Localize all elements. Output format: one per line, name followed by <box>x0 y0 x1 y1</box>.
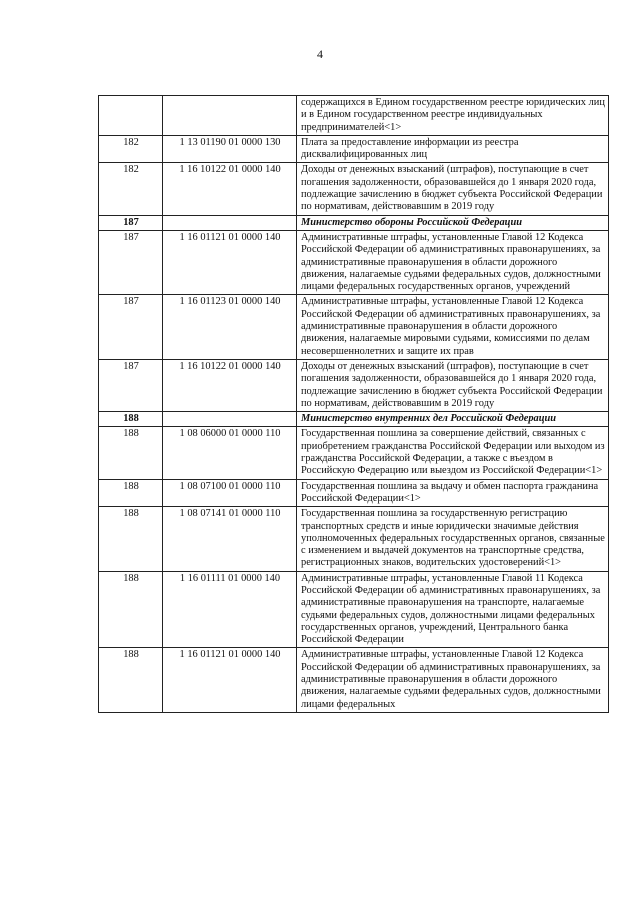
admin-code-cell: 187 <box>99 359 163 411</box>
revenue-name-cell: Административные штрафы, установленные Главой 11 Кодекса Российской Федерации об административных правонарушениях, за административные правонарушения на транспорте, налагаемые судьями федеральных судов, должностными лицами федеральных государственных органов, учреждений, Центрального банка Российской Федерации <box>297 571 609 648</box>
page-number: 4 <box>317 47 323 61</box>
admin-code-cell: 187 <box>99 295 163 359</box>
revenue-name-cell: Плата за предоставление информации из реестра дисквалифицированных лиц <box>297 135 609 163</box>
revenue-name-cell: Государственная пошлина за государственную регистрацию транспортных средств и иные юридически значимые действия уполномоченных федеральных государственных органов, связанные с изменением и выдачей документов на транспортные средства, регистрационных знаков, водительских удостоверений<1> <box>297 507 609 571</box>
admin-code-cell: 188 <box>99 648 163 712</box>
revenue-code-cell: 1 16 01111 01 0000 140 <box>163 571 297 648</box>
admin-code-cell: 182 <box>99 135 163 163</box>
admin-code-cell: 188 <box>99 507 163 571</box>
revenue-name-cell: содержащихся в Едином государственном реестре юридических лиц и в Едином государственном реестре индивидуальных предпринимателей<1> <box>297 96 609 136</box>
revenue-code-cell: 1 16 01121 01 0000 140 <box>163 648 297 712</box>
revenue-name-cell: Административные штрафы, установленные Главой 12 Кодекса Российской Федерации об административных правонарушениях, за административные правонарушения в области дорожного движения, налагаемые мировыми судьями, комиссиями по делам несовершеннолетних и защите их прав <box>297 295 609 359</box>
ministry-header-row <box>99 412 609 427</box>
revenue-code-cell <box>163 96 297 136</box>
revenue-code-cell: 1 16 01121 01 0000 140 <box>163 230 297 294</box>
table-row <box>99 427 609 479</box>
table-row <box>99 359 609 411</box>
revenue-name-cell: Доходы от денежных взысканий (штрафов), поступающие в счет погашения задолженности, образовавшейся до 1 января 2020 года, подлежащие зачислению в бюджет субъекта Российской Федерации по нормативам, действовавшим в 2019 году <box>297 163 609 215</box>
admin-code-cell: 187 <box>99 215 163 230</box>
admin-code-cell: 187 <box>99 230 163 294</box>
admin-code-cell: 188 <box>99 479 163 507</box>
revenue-codes-table <box>98 95 609 713</box>
admin-code-cell: 188 <box>99 412 163 427</box>
revenue-code-cell: 1 13 01190 01 0000 130 <box>163 135 297 163</box>
revenue-code-cell <box>163 215 297 230</box>
admin-code-cell: 188 <box>99 427 163 479</box>
table-row <box>99 507 609 571</box>
revenue-name-cell: Административные штрафы, установленные Главой 12 Кодекса Российской Федерации об административных правонарушениях, за административные правонарушения в области дорожного движения, налагаемые судьями федеральных судов, должностными лицами федеральных <box>297 648 609 712</box>
ministry-header-row <box>99 215 609 230</box>
revenue-code-cell: 1 08 07100 01 0000 110 <box>163 479 297 507</box>
revenue-code-cell <box>163 412 297 427</box>
revenue-code-cell: 1 08 06000 01 0000 110 <box>163 427 297 479</box>
table-row <box>99 648 609 712</box>
revenue-code-cell: 1 16 10122 01 0000 140 <box>163 163 297 215</box>
table-row <box>99 163 609 215</box>
table-row <box>99 295 609 359</box>
revenue-name-cell: Государственная пошлина за выдачу и обмен паспорта гражданина Российской Федерации<1> <box>297 479 609 507</box>
table-row <box>99 230 609 294</box>
revenue-code-cell: 1 16 01123 01 0000 140 <box>163 295 297 359</box>
table-row <box>99 135 609 163</box>
revenue-name-cell: Доходы от денежных взысканий (штрафов), поступающие в счет погашения задолженности, образовавшейся до 1 января 2020 года, подлежащие зачислению в бюджет субъекта Российской Федерации по нормативам, действовавшим в 2019 году <box>297 359 609 411</box>
revenue-code-cell: 1 16 10122 01 0000 140 <box>163 359 297 411</box>
revenue-name-cell: Государственная пошлина за совершение действий, связанных с приобретением гражданства Российской Федерации или выходом из гражданства Российской Федерации, а также с въездом в Российскую Федерацию или выездом из Российской Федерации<1> <box>297 427 609 479</box>
ministry-name-cell: Министерство внутренних дел Российской Федерации <box>297 412 609 427</box>
admin-code-cell <box>99 96 163 136</box>
ministry-name-cell: Министерство обороны Российской Федерации <box>297 215 609 230</box>
revenue-code-cell: 1 08 07141 01 0000 110 <box>163 507 297 571</box>
admin-code-cell: 188 <box>99 571 163 648</box>
table-row <box>99 479 609 507</box>
table-row <box>99 96 609 136</box>
revenue-name-cell: Административные штрафы, установленные Главой 12 Кодекса Российской Федерации об административных правонарушениях, за административные правонарушения в области дорожного движения, налагаемые судьями федеральных судов, должностными лицами федеральных государственных органов, учреждений <box>297 230 609 294</box>
table-row <box>99 571 609 648</box>
admin-code-cell: 182 <box>99 163 163 215</box>
